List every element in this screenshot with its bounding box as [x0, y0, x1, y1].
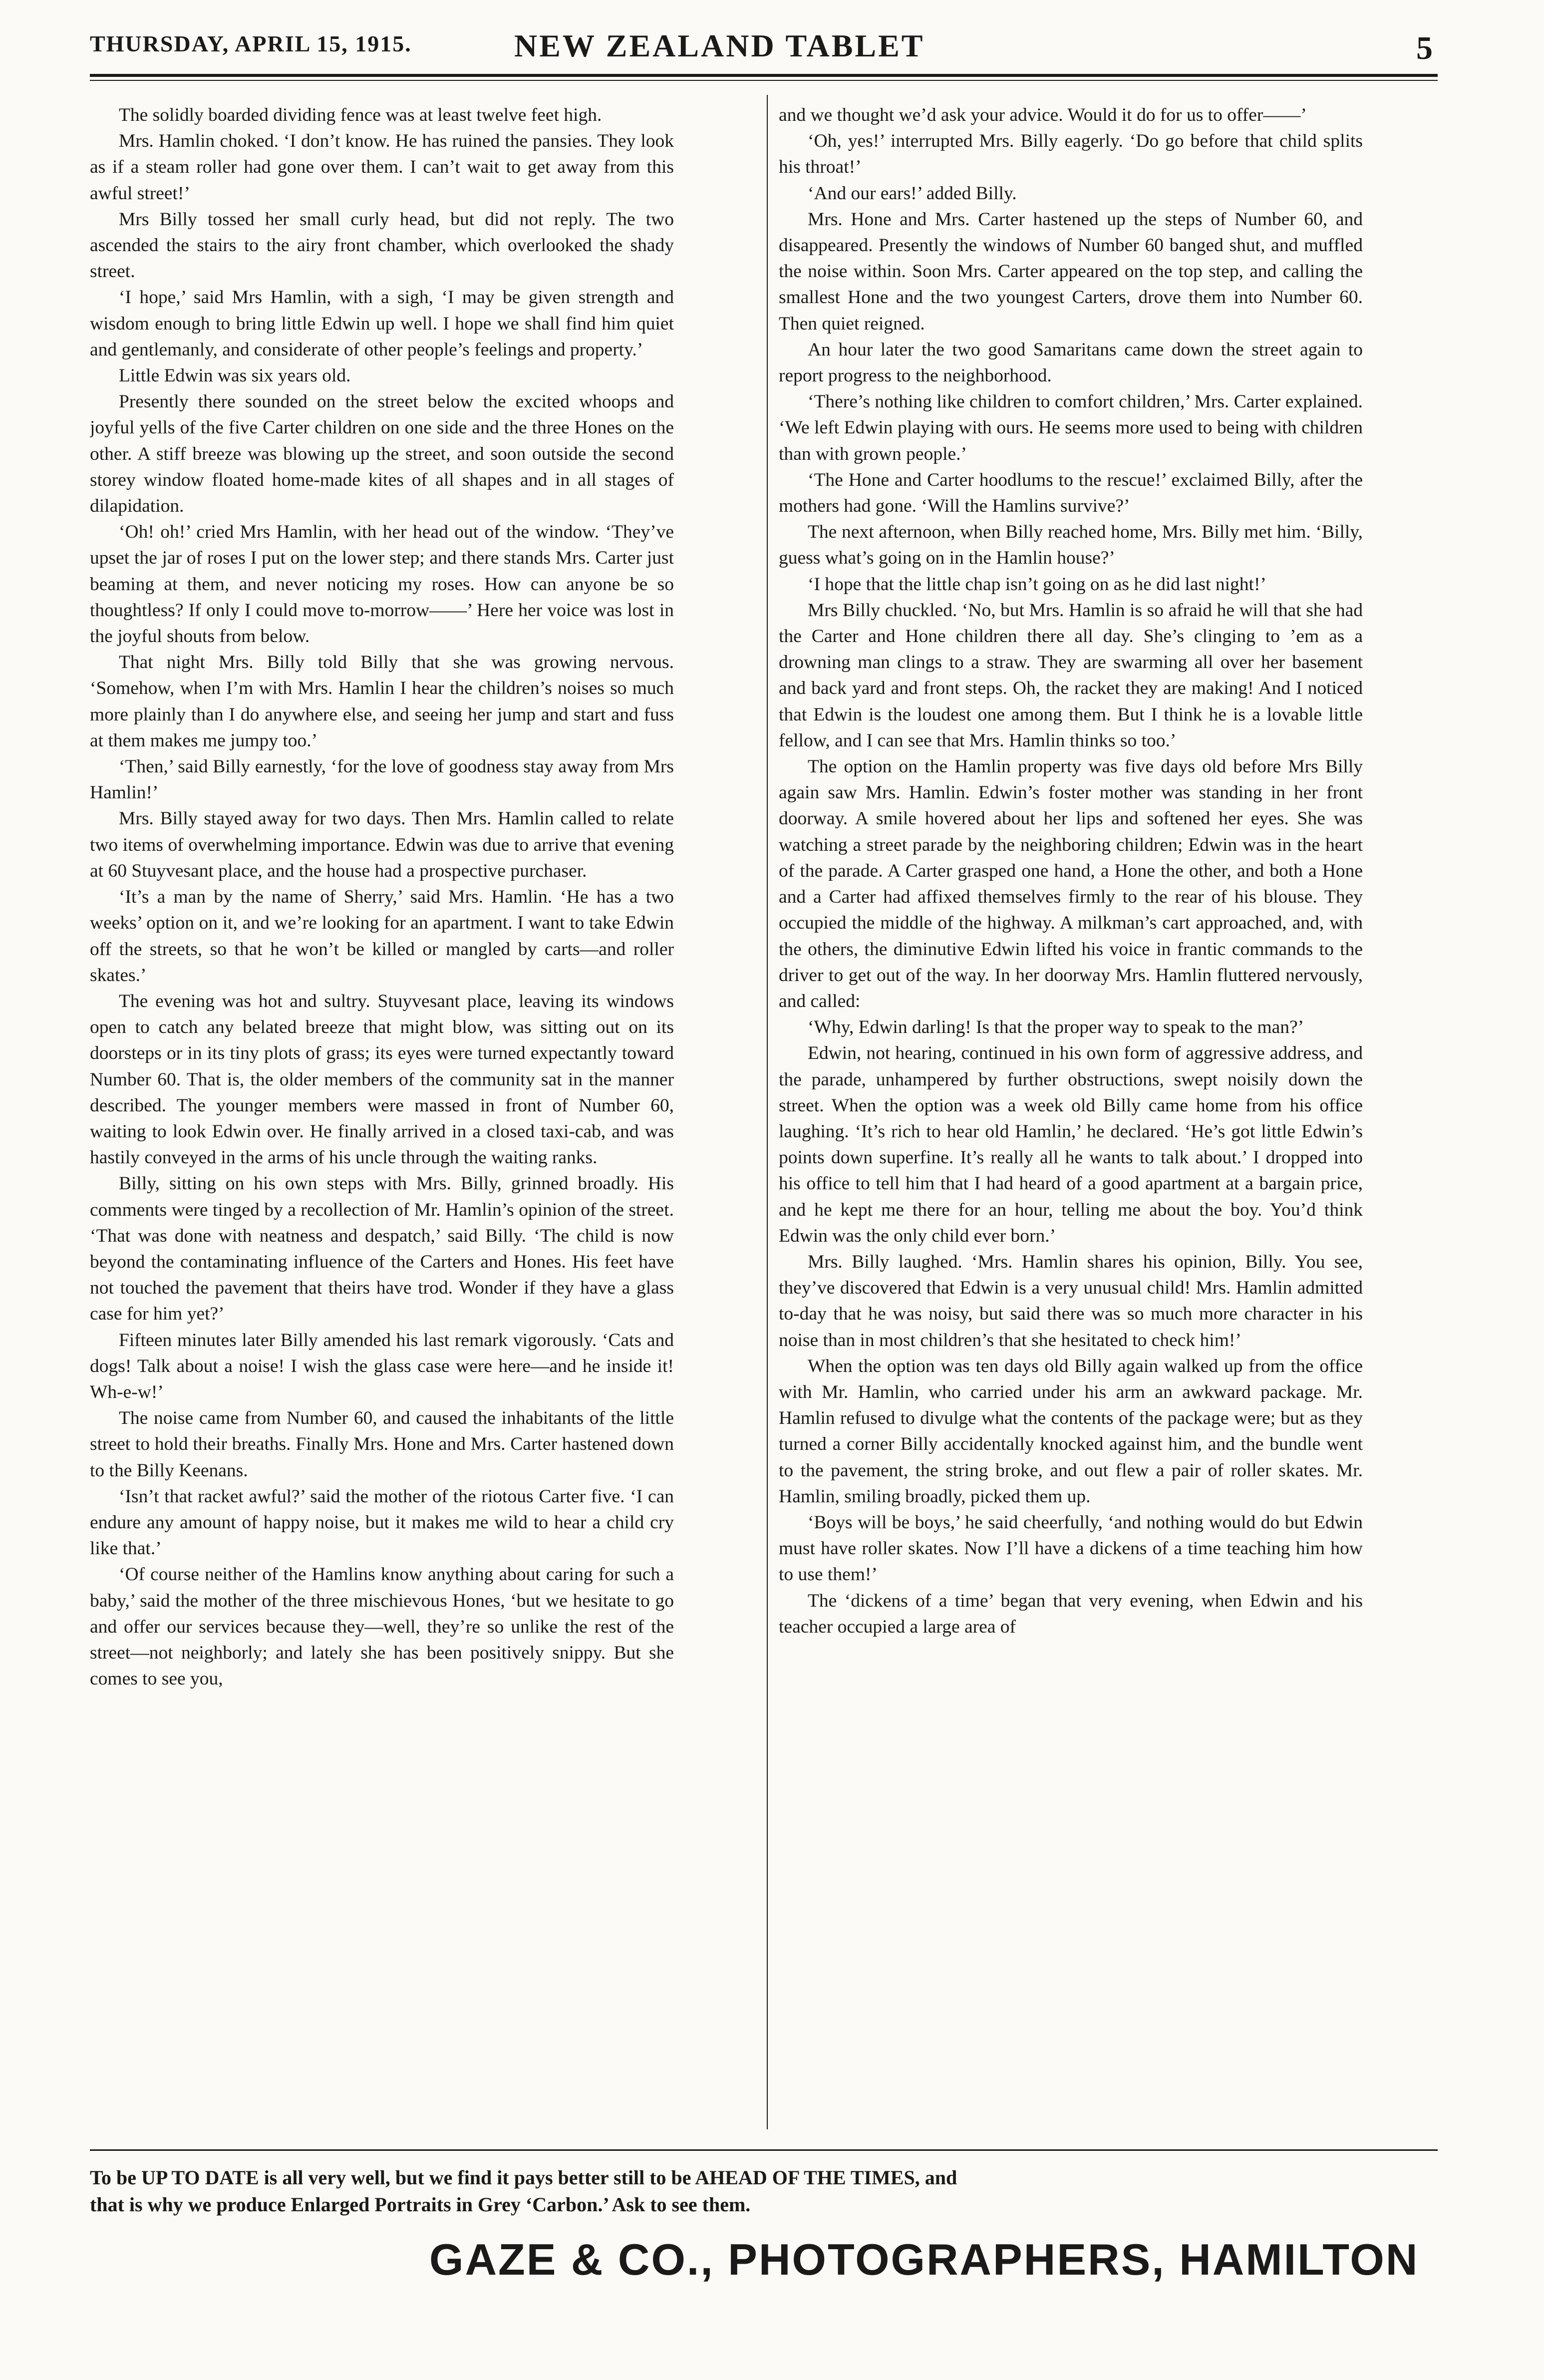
- article-paragraph: Mrs. Billy stayed away for two days. Then Mrs. Hamlin called to relate two items of overwhelming importance. Edwin was due to arrive that evening at 60 Stuyvesant place, and the house had a prospective purchaser.: [90, 808, 674, 881]
- ad-text-line-1: To be UP TO DATE is all very well, but we find it pays better still to be AHEAD OF THE TIMES, and: [90, 2166, 957, 2189]
- article-paragraph: ‘There’s nothing like children to comfort children,’ Mrs. Carter explained. ‘We left Edwin playing with ours. He seems more used to being with children than with grown people.’: [779, 391, 1363, 464]
- article-paragraph: That night Mrs. Billy told Billy that she was growing nervous. ‘Somehow, when I’m with Mrs. Hamlin I hear the children’s noises so much more plainly than I do anywhere else, and seeing her jump and start and fuss at them makes me jumpy too.’: [90, 652, 674, 751]
- footer-rule: [90, 2149, 1438, 2151]
- article-paragraph: ‘The Hone and Carter hoodlums to the rescue!’ exclaimed Billy, after the mothers had gone. ‘Will the Hamlins survive?’: [779, 469, 1363, 517]
- page-header: [90, 27, 1433, 67]
- column-divider: [767, 95, 768, 2129]
- page-number: 5: [1416, 30, 1433, 66]
- article-paragraph: The solidly boarded dividing fence was at least twelve feet high.: [119, 105, 602, 125]
- issue-date: THURSDAY, APRIL 15, 1915.: [90, 31, 412, 56]
- header-rule-thick: [90, 74, 1438, 77]
- article-paragraph: ‘Why, Edwin darling! Is that the proper way to speak to the man?’: [808, 1017, 1304, 1038]
- article-paragraph: ‘I hope that the little chap isn’t going on as he did last night!’: [808, 574, 1266, 595]
- article-paragraph: Mrs Billy tossed her small curly head, but did not reply. The two ascended the stairs to the airy front chamber, which overlooked the shady street.: [90, 209, 674, 282]
- article-paragraph: ‘Oh! oh!’ cried Mrs Hamlin, with her head out of the window. ‘They’ve upset the jar of roses I put on the lower step; and there stands Mrs. Carter just beaming at them, and never noticing my roses. How can anyone be so thoughtless? If only I could move to-morrow——’ Here her voice was lost in the joyful shouts from below.: [90, 522, 674, 647]
- article-paragraph: The evening was hot and sultry. Stuyvesant place, leaving its windows open to catch any belated breeze that might blow, was sitting out on its doorsteps or in its tiny plots of grass; its eyes were turned expectantly toward Number 60. That is, the older members of the community sat in the manner described. The younger members were massed in front of Number 60, waiting to look Edwin over. He finally arrived in a closed taxi-cab, and was hastily conveyed in the arms of his uncle through the waiting ranks.: [90, 991, 674, 1168]
- article-paragraph: Mrs. Hamlin choked. ‘I don’t know. He has ruined the pansies. They look as if a steam roller had gone over them. I can’t wait to get away from this awful street!’: [90, 131, 674, 204]
- article-paragraph: ‘Then,’ said Billy earnestly, ‘for the love of goodness stay away from Mrs Hamlin!’: [90, 756, 674, 803]
- ad-business-name: GAZE & CO., PHOTOGRAPHERS, HAMILTON: [429, 2235, 1419, 2284]
- photographer-advertisement: [90, 2164, 1438, 2284]
- article-paragraph: Mrs Billy chuckled. ‘No, but Mrs. Hamlin is so afraid he will that she had the Carter and Hone children there all day. She’s clinging to ’em as a drowning man clings to a straw. They are swarming all over her basement and back yard and front steps. Oh, the racket they are making! And I noticed that Edwin is the loudest one among them. But I think he is a lovable little fellow, and I can see that Mrs. Hamlin thinks so too.’: [779, 600, 1363, 751]
- header-rule-thin: [90, 80, 1438, 81]
- article-paragraph: Edwin, not hearing, continued in his own form of aggressive address, and the parade, unhampered by further obstructions, swept noisily down the street. When the option was a week old Billy came home from his office laughing. ‘It’s rich to hear old Hamlin,’ he declared. ‘He’s got little Edwin’s points down superfine. It’s really all he wants to talk about.’ I dropped into his office to tell him that I had heard of a good apartment at a bargain price, and he kept me there for an hour, telling me about the boy. You’d think Edwin was the only child ever born.’: [779, 1043, 1363, 1246]
- article-column-left: [90, 102, 674, 2124]
- article-paragraph: Billy, sitting on his own steps with Mrs. Billy, grinned broadly. His comments were tinged by a recollection of Mr. Hamlin’s opinion of the street. ‘That was done with neatness and despatch,’ said Billy. ‘The child is now beyond the contaminating influence of the Carters and Hones. His feet have not touched the pavement that theirs have trod. Wonder if they have a glass case for him yet?’: [90, 1173, 674, 1325]
- article-paragraph: ‘It’s a man by the name of Sherry,’ said Mrs. Hamlin. ‘He has a two weeks’ option on it, and we’re looking for an apartment. I want to take Edwin off the streets, so that he won’t be killed or mangled by carts—and roller skates.’: [90, 887, 674, 986]
- article-paragraph: The next afternoon, when Billy reached home, Mrs. Billy met him. ‘Billy, guess what’s going on in the Hamlin house?’: [779, 522, 1363, 569]
- article-paragraph: When the option was ten days old Billy again walked up from the office with Mr. Hamlin, who carried under his arm an awkward package. Mr. Hamlin refused to divulge what the contents of the package were; but as they turned a corner Billy accidentally knocked against him, and the bundle went to the pavement, the string broke, and out flew a pair of roller skates. Mr. Hamlin, smiling broadly, picked them up.: [779, 1356, 1363, 1507]
- article-paragraph: ‘Of course neither of the Hamlins know anything about caring for such a baby,’ said the mother of the three mischievous Hones, ‘but we hesitate to go and offer our services because they—well, they’re so unlike the rest of the street—not neighborly; and lately she has been positively snippy. But she comes to see you,: [90, 1564, 674, 1690]
- article-paragraph: The ‘dickens of a time’ began that very evening, when Edwin and his teacher occupied a large area of: [779, 1590, 1363, 1637]
- article-paragraph: ‘Isn’t that racket awful?’ said the mother of the riotous Carter five. ‘I can endure any amount of happy noise, but it makes me wild to hear a child cry like that.’: [90, 1486, 674, 1559]
- ad-text-line-2: that is why we produce Enlarged Portraits in Grey ‘Carbon.’ Ask to see them.: [90, 2193, 751, 2216]
- masthead-title: NEW ZEALAND TABLET: [514, 28, 925, 63]
- article-paragraph: Mrs. Hone and Mrs. Carter hastened up the steps of Number 60, and disappeared. Presently the windows of Number 60 banged shut, and muffled the noise within. Soon Mrs. Carter appeared on the top step, and calling the smallest Hone and the two youngest Carters, drove them into Number 60. Then quiet reigned.: [779, 209, 1363, 334]
- article-column-right: [779, 102, 1363, 2124]
- article-paragraph: ‘Oh, yes!’ interrupted Mrs. Billy eagerly. ‘Do go before that child splits his throat!’: [779, 131, 1363, 178]
- article-paragraph: The option on the Hamlin property was five days old before Mrs Billy again saw Mrs. Hamlin. Edwin’s foster mother was standing in her front doorway. A smile hovered about her lips and softened her eyes. She was watching a street parade by the neighboring children; Edwin was in the heart of the parade. A Carter grasped one hand, a Hone the other, and both a Hone and a Carter had affixed themselves firmly to the rear of his blouse. They occupied the middle of the highway. A milkman’s cart approached, and, with the others, the diminutive Edwin lifted his voice in frantic commands to the driver to get out of the way. In her doorway Mrs. Hamlin fluttered nervously, and called:: [779, 756, 1363, 1012]
- article-paragraph: and we thought we’d ask your advice. Would it do for us to offer——’: [779, 105, 1307, 125]
- article-paragraph: Fifteen minutes later Billy amended his last remark vigorously. ‘Cats and dogs! Talk about a noise! I wish the glass case were here—and he inside it! Wh-e-w!’: [90, 1330, 674, 1402]
- article-paragraph: An hour later the two good Samaritans came down the street again to report progress to the neighborhood.: [779, 339, 1363, 386]
- article-paragraph: Little Edwin was six years old.: [119, 365, 351, 386]
- article-paragraph: Presently there sounded on the street below the excited whoops and joyful yells of the five Carter children on one side and the three Hones on the other. A stiff breeze was blowing up the street, and soon outside the second storey window floated home-made kites of all shapes and in all stages of dilapidation.: [90, 391, 674, 517]
- article-paragraph: ‘I hope,’ said Mrs Hamlin, with a sigh, ‘I may be given strength and wisdom enough to bring little Edwin up well. I hope we shall find him quiet and gentlemanly, and considerate of other people’s feelings and property.’: [90, 287, 674, 360]
- article-paragraph: ‘And our ears!’ added Billy.: [808, 183, 1017, 204]
- article-paragraph: ‘Boys will be boys,’ he said cheerfully, ‘and nothing would do but Edwin must have roller skates. Now I’ll have a dickens of a time teaching him how to use them!’: [779, 1512, 1363, 1585]
- article-paragraph: The noise came from Number 60, and caused the inhabitants of the little street to hold their breaths. Finally Mrs. Hone and Mrs. Carter hastened down to the Billy Keenans.: [90, 1408, 674, 1481]
- article-paragraph: Mrs. Billy laughed. ‘Mrs. Hamlin shares his opinion, Billy. You see, they’ve discovered that Edwin is a very unusual child! Mrs. Hamlin admitted to-day that he was noisy, but said there was so much more character in his noise than in most children’s that she hesitated to check him!’: [779, 1251, 1363, 1351]
